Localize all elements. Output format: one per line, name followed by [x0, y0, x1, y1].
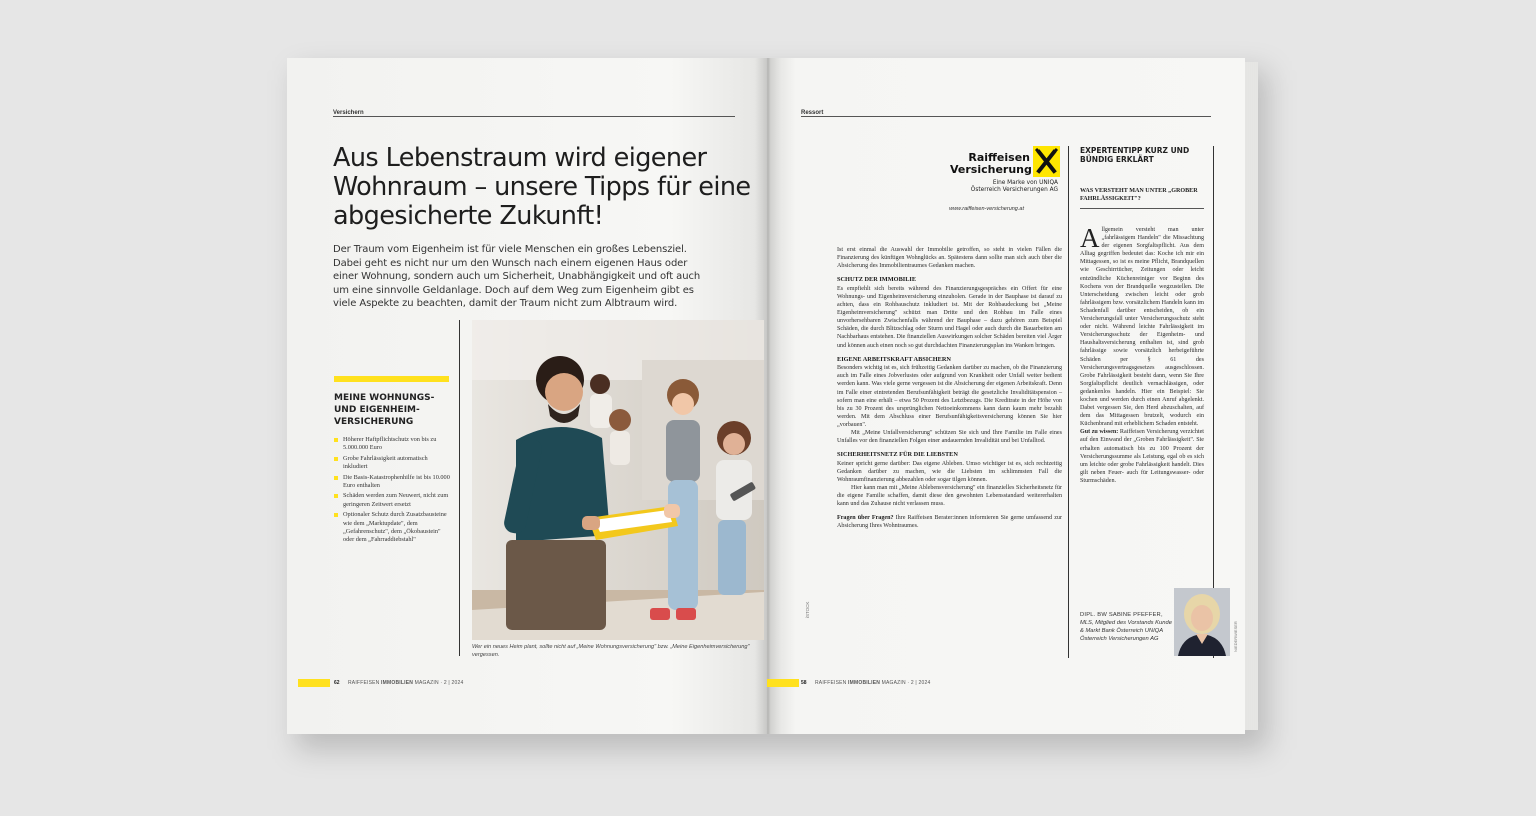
right-folio-bar — [767, 679, 799, 687]
page-stack-edge — [1244, 62, 1258, 730]
insurance-bullet-list — [334, 436, 452, 547]
subhead-arbeitskraft: EIGENE ARBEITSKRAFT ABSICHERN — [837, 355, 951, 363]
drop-cap: A — [1080, 223, 1100, 253]
logo-url: www.raiffeisen-versicherung.at — [949, 206, 1024, 212]
gable-cross-icon — [1033, 146, 1060, 177]
tip-good-to-know — [1080, 428, 1204, 485]
left-section-label: Versichern — [333, 110, 364, 116]
author-role: MLS, Mitglied des Vorstands Kunde & Markt Bank Österreich UNIQA Österreich Versicherungen AG — [1080, 620, 1172, 642]
paragraph-unfall: Mit „Meine Unfallversicherung" schützen Sie sich und Ihre Familie im Falle eines Unfalles vor den finanziellen Folgen einer andauernden Invalidität und bei Unfalltod. — [837, 429, 1062, 445]
logo-line-1: Raiffeisen — [968, 151, 1030, 164]
box-accent-bar — [334, 376, 449, 382]
raiffeisen-logo-text — [950, 152, 1030, 176]
paragraph-ableben: Hier kann man mit „Meine Ablebensversicherung" ein finanzielles Sicherheitsnetz für die eigene Familie schaffen, damit diese den gewohnten Lebensstandard weitererhalten kann und das Zuhause nicht verlassen muss. — [837, 485, 1062, 508]
logo-subtitle — [918, 180, 1058, 194]
list-item: Schäden werden zum Neuwert, nicht zum geringeren Zeitwert ersetzt — [334, 492, 452, 509]
right-section-label: Ressort — [801, 110, 824, 116]
list-item: Höherer Haftpflichtschutz von bis zu 5.000.000 Euro — [334, 436, 452, 453]
list-item: Die Basis-Katastrophenhilfe ist bis 10.000 Euro enthalten — [334, 474, 452, 491]
sidebar-right-rule — [1213, 146, 1214, 658]
magazine-name-post: MAGAZIN · 2 | 2024 — [880, 680, 931, 686]
magazine-name-post: MAGAZIN · 2 | 2024 — [413, 680, 464, 686]
article-headline: Aus Lebenstraum wird eigener Wohnraum – unsere Tipps für eine abgesicherte Zukunft! — [333, 143, 751, 231]
tip-good-text: Raiffeisen Versicherung verzichtet auf den Einwand der „Groben Fahrlässigkeit". Sie erhalten automatisch bis zu 100 Prozent der Versicherungssumme als Leistung, egal ob es sich um leichte oder grobe Fahrlässigkeit handelt. Dies gilt neben Feuer- auch für Leitungswasser- oder Sturmschäden. — [1080, 429, 1204, 484]
right-body-column — [837, 246, 1062, 531]
magazine-name-pre: RAIFFEISEN — [815, 680, 849, 686]
paragraph-schutz: Es empfiehlt sich bereits während des Finanzierungsgespräches ein Offert für eine Wohnungs- und Eigenheimversicherung einzuholen. Gerade in der Bauphase ist darauf zu achten, dass ein Rohbauschutz inkludiert ist. Mit der Rohbaudeckung bei „Meine Eigenheimversicherung" schützt man Dritte und den Rohbau im Falle eines unvorhersehbaren Zwischenfalls während der Bauphase – dazu gehören zum Beispiel Schäden, die durch Blitzschlag oder Sturm und Hagel oder auch durch die Bauarbeiten am Nachbarhaus entstehen. Die finanziellen Auswirkungen solcher Schäden bereiten viel Ärger und können auch einen noch so gut durchdachten Finanzierungsplan ins Wanken bringen. — [837, 285, 1062, 349]
logo-subtitle-line-1: Eine Marke von UNIQA — [992, 180, 1058, 186]
subhead-sicherheitsnetz: SICHERHEITSNETZ FÜR DIE LIEBSTEN — [837, 451, 958, 459]
intro-paragraph: Ist erst einmal die Auswahl der Immobilie getroffen, so steht in vielen Fällen die Finanzierung des künftigen Wohnglücks an. Spätestens dann sollte man sich auch über die Absicherung des Immobilientraumes Gedanken machen. — [837, 247, 1062, 270]
subhead-schutz: SCHUTZ DER IMMOBILIE — [837, 276, 917, 284]
list-item: Optionaler Schutz durch Zusatzbausteine wie dem „Marktupdate", dem „Gefahrenschutz", dem „Ökobaustein" oder dem „Fahrraddiebstahl" — [334, 511, 452, 545]
closing-bold: Fragen über Fragen? — [837, 515, 894, 522]
author-credit — [1080, 611, 1172, 643]
left-page-number: 62 — [334, 680, 340, 686]
author-portrait — [1174, 588, 1230, 656]
left-folio-bar — [298, 679, 330, 687]
portrait-illustration — [1174, 588, 1230, 656]
tip-question-rule — [1080, 208, 1204, 209]
right-magazine-name — [815, 680, 930, 686]
author-name: DIPL. BW SABINE PFEFFER, — [1080, 612, 1163, 618]
right-header-rule — [801, 116, 1211, 117]
left-magazine-name — [348, 680, 463, 686]
paragraph-sicherheitsnetz: Keiner spricht gerne darüber: Das eigene Ableben. Umso wichtiger ist es, sich rechtzeitig Gedanken darüber zu machen, wie die Liebsten im schlimmsten Fall die Wohnraumfinanzierung abbezahlen oder sogar tilgen können. — [837, 460, 1062, 483]
logo-subtitle-line-2: Österreich Versicherungen AG — [970, 187, 1058, 193]
portrait-credit: NIEDERWIESER — [1233, 621, 1238, 652]
paragraph-arbeitskraft: Besonders wichtig ist es, sich frühzeitig Gedanken darüber zu machen, ob die Finanzierung auch im Falle eines Jobverlustes oder aufgrund von Krankheit oder Unfall weiter bedient werden kann. Was viele gerne vergessen ist die Absicherung der eigenen Arbeitskraft. Denn im Falle einer eintretenden Berufsunfähigkeit beträgt die gesetzliche Invaliditätspension – sofern man eine erhält – etwa 50 Prozent des Letztbezugs. Die Kreditrate in der Höhe von bis zu 30 Prozent des ursprünglichen Nettoeinkommens kann dann kaum mehr bezahlt werden. Mit dem Abschluss einer Berufsunfähigkeitsversicherung können Sie hier „vorbauen". — [837, 365, 1062, 428]
logo-line-2: Versicherung — [950, 163, 1032, 176]
magazine-name-pre: RAIFFEISEN — [348, 680, 382, 686]
expert-tip-title: EXPERTENTIPP KURZ UND BÜNDIG ERKLÄRT — [1080, 146, 1190, 164]
raiffeisen-cross-logo — [1033, 146, 1060, 177]
insurance-box-title: MEINE WOHNUNGS- UND EIGENHEIM-VERSICHERUNG — [334, 393, 435, 427]
article-lead: Der Traum vom Eigenheim ist für viele Menschen ein großes Lebensziel. Dabei geht es nicht nur um den Wunsch nach einem eigenen Haus oder einer Wohnung, sondern auch um Sicherheit, Unabhängigkeit und oft auch um eine sinnvolle Geldanlage. Doch auf dem Weg zum Eigenheim gibt es viele Aspekte zu beachten, damit der Traum nicht zum Albtraum wird. — [333, 244, 701, 310]
list-item: Grobe Fahrlässigkeit automatisch inkludiert — [334, 455, 452, 472]
tip-body-text: llgemein versteht man unter „fahrlässigem Handeln" die Missachtung der eigenen Sorgfaltspflicht. Aus dem Alltag gegriffen bedeutet das: Koche ich mir ein Mittagessen, so ist es meine Pflicht, Brandquellen wie Geschirrtücher, Zeitungen oder leicht entzündliche Küchenreiniger vor Beginn des Kochens von der Brandquelle wegzustellen. Die Unterscheidung zwischen leicht oder grob fahrlässigem bzw. vorsätzlichem Handeln kann im Schadenfall darüber entscheiden, ob ein Versicherungsfall unter Versicherungsschutz steht oder nicht. Während leichte Fahrlässigkeit im Versicherungsschutz der Eigenheim- und Haushaltsversicherung enthalten ist, sind grob fahrlässige sowie vorsätzlich herbeigeführte Schäden per § 61 des Versicherungsvertragsgesetzes ausgeschlossen. Grobe Fahrlässigkeit besteht dann, wenn Sie Ihre Sorgfaltspflicht deutlich vernachlässigen, oder gedankenlos handeln. Hier ein Beispiel: Sie kochen und werden durch einen Anruf abgelenkt. Dabei vergessen Sie, den Herd abzuschalten, auf dem das Mittagessen brutzelt, wodurch ein Küchenbrand mit erheblichem Schaden entsteht. — [1080, 227, 1204, 428]
left-header-rule — [333, 116, 735, 117]
column-divider — [459, 320, 460, 656]
closing-text: Ihre Raiffeisen Berater:innen informieren Sie gerne umfassend zur Absicherung Ihres Wohntraumes. — [837, 515, 1062, 530]
right-page-number: 58 — [801, 680, 807, 686]
family-painting-illustration — [472, 320, 764, 640]
tip-good-bold: Gut zu wissen: — [1080, 429, 1119, 436]
magazine-name-bold: IMMOBILIEN — [381, 680, 414, 686]
photo-credit: iSTOCK — [805, 601, 810, 618]
expert-tip-body — [1080, 223, 1204, 485]
closing-paragraph — [837, 514, 1062, 530]
photo-caption: Wer ein neues Heim plant, sollte nicht auf „Meine Wohnungsversicherung" bzw. „Meine Eigenheimversicherung" vergessen. — [472, 644, 750, 658]
magazine-name-bold: IMMOBILIEN — [848, 680, 881, 686]
sidebar-left-rule — [1068, 146, 1069, 658]
expert-tip-question: WAS VERSTEHT MAN UNTER „GROBER FAHRLÄSSIGKEIT"? — [1080, 188, 1198, 202]
family-photo — [472, 320, 764, 640]
